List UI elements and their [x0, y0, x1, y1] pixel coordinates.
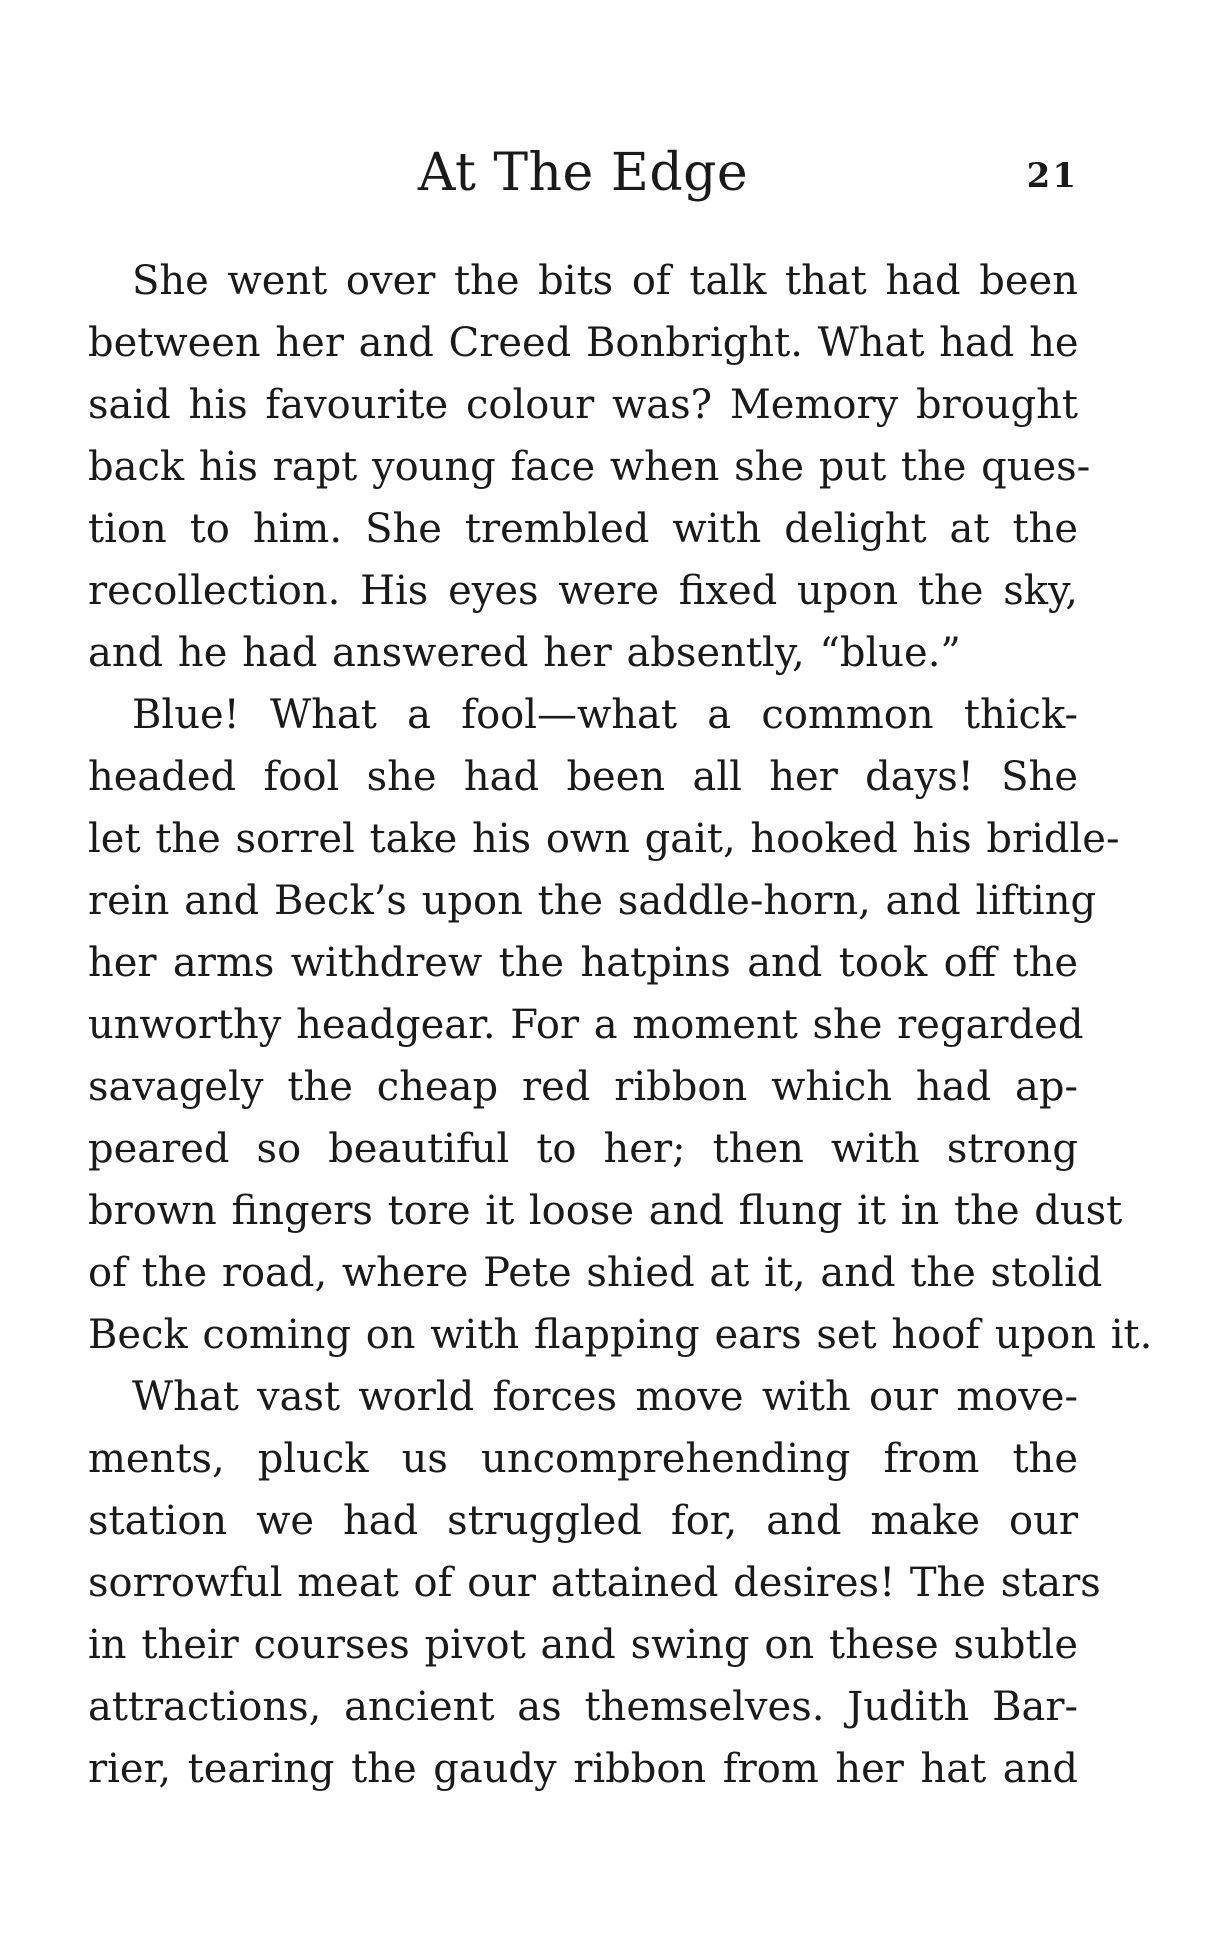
running-title: At The Edge	[417, 143, 749, 203]
paragraph-2	[88, 684, 1153, 1366]
running-head	[88, 138, 1078, 208]
page-number: 21	[1026, 156, 1078, 196]
text-line: brown fingers tore it loose and flung it in the dust	[88, 1188, 1123, 1234]
text-line: What vast world forces move with our move-	[132, 1374, 1078, 1420]
paragraph-1	[88, 250, 1091, 684]
text-line: rier, tearing the gaudy ribbon from her hat and	[88, 1746, 1078, 1792]
paragraph-3	[88, 1366, 1101, 1800]
text-line: savagely the cheap red ribbon which had ap-	[88, 1064, 1078, 1110]
text-line: ments, pluck us uncomprehending from the	[88, 1436, 1078, 1482]
text-line: her arms withdrew the hatpins and took off the	[88, 940, 1078, 986]
text-line: attractions, ancient as themselves. Judith Bar-	[88, 1684, 1078, 1730]
text-line: She went over the bits of talk that had been	[132, 258, 1078, 304]
text-line: Beck coming on with flapping ears set hoof upon it.	[88, 1312, 1153, 1358]
text-line: let the sorrel take his own gait, hooked his bridle-	[88, 816, 1120, 862]
text-line: rein and Beck’s upon the saddle-horn, and lifting	[88, 878, 1097, 924]
text-line: and he had answered her absently, “blue.”	[88, 630, 961, 676]
text-line: of the road, where Pete shied at it, and the stolid	[88, 1250, 1103, 1296]
text-line: sorrowful meat of our attained desires! The stars	[88, 1560, 1101, 1606]
text-line: peared so beautiful to her; then with strong	[88, 1126, 1078, 1172]
text-line: back his rapt young face when she put the ques-	[88, 444, 1091, 490]
text-line: recollection. His eyes were fixed upon the sky,	[88, 568, 1078, 614]
text-line: in their courses pivot and swing on these subtle	[88, 1622, 1078, 1668]
text-line: headed fool she had been all her days! She	[88, 754, 1078, 800]
body-text	[88, 250, 1153, 1800]
text-line: station we had struggled for, and make our	[88, 1498, 1078, 1544]
text-line: unworthy headgear. For a moment she regarded	[88, 1002, 1084, 1048]
text-line: between her and Creed Bonbright. What had he	[88, 320, 1079, 366]
text-line: tion to him. She trembled with delight at the	[88, 506, 1078, 552]
text-line: said his favourite colour was? Memory brought	[88, 382, 1078, 428]
text-line: Blue! What a fool—what a common thick-	[132, 692, 1078, 738]
